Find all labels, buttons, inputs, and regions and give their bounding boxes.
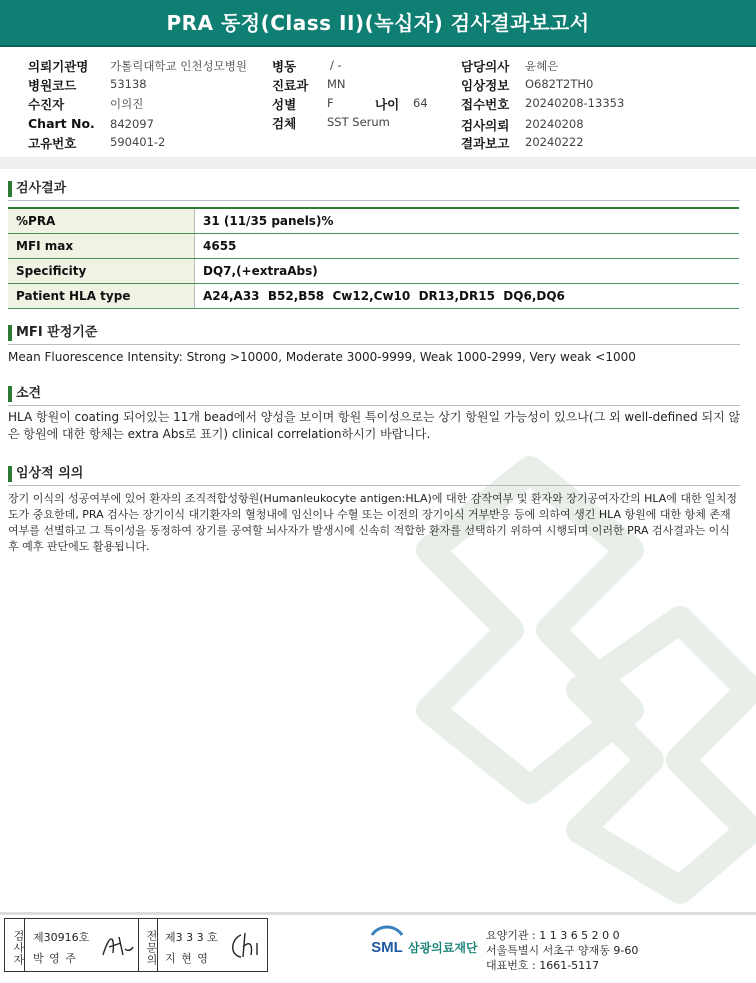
info-label-sex: 성별 [272, 97, 297, 112]
institution-code: 요양기관 : 1 1 3 6 5 2 0 0 [486, 929, 620, 942]
org-name: 삼광의료재단 [408, 941, 478, 955]
clinical-text: 장기 이식의 성공여부에 있어 환자의 조직적합성항원(Humanleukocyte antigen:HLA)에 대한 감작여부 및 환자와 장기공여자간의 HLA에 대한 일치정도가 중요한데, PRA 검사는 장기이식 대기환자의 혈청내에 임신이나 수혈 또는 이전의 장기이식 거부반응 등에 의하여 생긴 HLA 항원에 대한 항체 존재 여부를 선별하고 그 특이성을 동정하여 장기를 공여할 뇌사자가 발생시에 신속히 적합한 환자를 선택하기 위하여 시행되며 이러한 PRA 검사결과는 이식 후 예후 판단에도 활용됩니다. [8, 492, 738, 553]
info-label-patient: 수진자 [28, 97, 65, 112]
sml-logo [366, 925, 408, 971]
section-title-mfi: MFI 판정기준 [8, 325, 97, 341]
info-value-ward: / - [330, 58, 342, 72]
table-row [8, 234, 739, 259]
info-label-hospital-code: 병원코드 [28, 78, 77, 93]
signature-box [4, 918, 268, 972]
result-value: 4655 [195, 234, 740, 259]
result-value: DQ7,(+extraAbs) [195, 259, 740, 284]
section-title-opinion: 소견 [8, 386, 41, 402]
info-value-patient: 이의진 [110, 97, 144, 111]
info-label-institution: 의뢰기관명 [28, 59, 89, 74]
info-label-specimen: 검체 [272, 116, 297, 131]
result-key: Specificity [8, 259, 195, 284]
sml-logo-text: SML [371, 939, 403, 956]
sig1-name: 박 영 주 [33, 952, 77, 965]
signature-2-icon [227, 929, 265, 963]
result-key: %PRA [8, 208, 195, 234]
info-value-receipt-no: 20240208-13353 [525, 96, 625, 110]
table-row [8, 259, 739, 284]
section-rule [8, 485, 740, 486]
section-rule [8, 344, 740, 345]
info-value-clinical-info: O682T2TH0 [525, 77, 594, 91]
org-phone: 대표번호 : 1661-5117 [486, 959, 600, 972]
info-value-report-date: 20240222 [525, 135, 584, 149]
info-label-clinical-info: 임상정보 [461, 78, 510, 93]
section-rule [8, 200, 740, 201]
signature-1-icon [99, 929, 135, 961]
report-header [0, 0, 756, 47]
sml-logo-icon [366, 925, 408, 967]
results-table [8, 207, 739, 309]
info-value-institution: 가톨릭대학교 인천성모병원 [110, 59, 247, 73]
section-title-results: 검사결과 [8, 181, 66, 197]
info-label-request-date: 검사의뢰 [461, 118, 510, 133]
sig1-license: 제30916호 [33, 931, 90, 944]
table-row [8, 208, 739, 234]
info-label-report-date: 결과보고 [461, 136, 510, 151]
result-key: MFI max [8, 234, 195, 259]
info-value-unique-no: 590401-2 [110, 135, 166, 149]
patient-info [0, 57, 756, 157]
footer-divider [0, 912, 756, 915]
result-key: Patient HLA type [8, 284, 195, 309]
info-value-chart-no: 842097 [110, 117, 154, 131]
sig1-label: 검사자 [5, 919, 25, 971]
sig2-name: 지 현 영 [165, 952, 209, 965]
sig2-label: 전문의 [138, 919, 158, 971]
divider-band [0, 157, 756, 169]
mfi-criteria-text: Mean Fluorescence Intensity: Strong >10000, Moderate 3000-9999, Weak 1000-2999, Very weak <1000 [8, 350, 636, 364]
info-label-department: 진료과 [272, 78, 309, 93]
section-title-clinical: 임상적 의의 [8, 466, 83, 482]
info-label-receipt-no: 접수번호 [461, 97, 510, 112]
info-label-ward: 병동 [272, 59, 297, 74]
info-label-doctor: 담당의사 [461, 59, 510, 74]
report-title: PRA 동정(Class II)(녹십자) 검사결과보고서 [166, 11, 590, 35]
result-value: A24,A33 B52,B58 Cw12,Cw10 DR13,DR15 DQ6,DQ6 [195, 284, 740, 309]
opinion-text: HLA 항원이 coating 되어있는 11개 bead에서 양성을 보이며 항원 특이성으로는 상기 항원일 가능성이 있으나(그 외 well-defined 되지 않은 항원에 대한 항체는 extra Abs로 표기) clinical correlation하시기 바랍니다. [8, 410, 741, 441]
info-value-hospital-code: 53138 [110, 77, 147, 91]
info-label-age: 나이 [375, 97, 400, 112]
section-rule [8, 405, 740, 406]
info-value-request-date: 20240208 [525, 117, 584, 131]
sig2-license: 제3 3 3 호 [165, 931, 218, 944]
result-value: 31 (11/35 panels)% [195, 208, 740, 234]
info-value-doctor: 윤혜은 [525, 59, 559, 73]
info-label-chart-no: Chart No. [28, 116, 95, 131]
info-value-department: MN [327, 77, 346, 91]
info-value-age: 64 [413, 96, 428, 110]
info-label-unique-no: 고유번호 [28, 136, 77, 151]
org-address: 서울특별시 서초구 양재동 9-60 [486, 944, 639, 957]
info-value-specimen: SST Serum [327, 115, 390, 129]
info-value-sex: F [327, 96, 334, 110]
table-row [8, 284, 739, 309]
